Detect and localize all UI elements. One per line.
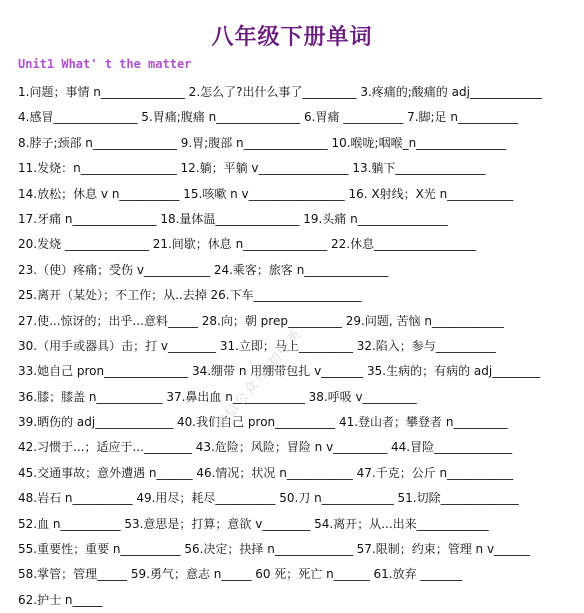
unit-heading: Unit1 What' t the matter xyxy=(18,57,192,71)
vocabulary-list xyxy=(18,80,578,613)
vocab-row: 14.放松；休息 v n__________ 15.咳嗽 n v________________ 16. X射线；X光 n___________ xyxy=(18,186,514,201)
vocab-row: 20.发烧 ______________ 21.间歇；休息 n______________ 22.休息_________________ xyxy=(18,237,477,252)
vocab-row: 36.膝；膝盖 n___________ 37.鼻出血 n____________ 38.呼吸 v_________ xyxy=(18,389,417,404)
vocab-row: 39.晒伤的 adj_____________ 40.我们自己 pron__________ 41.登山者；攀登者 n_________ xyxy=(18,415,508,430)
vocab-row: 45.交通事故；意外遭遇 n______ 46.情况；状况 n___________ 47.千克；公斤 n___________ xyxy=(18,465,514,480)
vocab-row: 30.（用手或器具）击；打 v________ 31.立即；马上_________ 32.陷入；参与__________ xyxy=(18,338,496,353)
vocab-row: 55.重要性；重要 n__________ 56.决定；抉择 n_____________ 57.限制；约束；管理 n v______ xyxy=(18,542,531,557)
vocab-row: 1.问题；事情 n______________ 2.怎么了?出什么事了_________ 3.疼痛的;酸痛的 adj____________ xyxy=(18,85,542,99)
page-title: 八年级下册单词 xyxy=(211,25,373,50)
vocab-row: 11.发烧：n________________ 12.躺；平躺 v_______________ 13.躺下_______________ xyxy=(18,161,486,176)
vocab-row: 33.她自己 pron______________ 34.绷带 n 用绷带包扎 v_______ 35.生病的；有病的 adj________ xyxy=(18,364,541,379)
watermark-text: 微信公众号 初中英 xyxy=(213,325,306,433)
vocab-row: 17.牙痛 n______________ 18.量体温______________ 19.头痛 n_______________ xyxy=(18,211,448,226)
vocab-row: 48.岩石 n__________ 49.用尽；耗尽__________ 50.刀 n____________ 51.切除_____________ xyxy=(18,491,519,506)
vocab-row: 23.（使）疼痛；受伤 v___________ 24.乘客；旅客 n______________ xyxy=(18,262,389,277)
vocab-row: 4.感冒______________ 5.胃痛;腹痛 n______________ 6.胃痛 __________ 7.脚;足 n__________ xyxy=(18,110,518,125)
vocab-row: 25.离开（某处）；不工作；从..去掉 26.下车__________________ xyxy=(18,288,362,303)
vocab-row: 42.习惯于...；适应于...________ 43.危险；风险；冒险 n v_________ 44.冒险_____________ xyxy=(18,440,513,455)
vocab-row: 58.掌管；管理_____ 59.勇气；意志 n_____ 60 死；死亡 n______ 61.放弃 _______ xyxy=(18,567,463,582)
vocab-row: 62.护士 n_____ xyxy=(18,592,103,607)
vocab-row: 8.脖子;颈部 n______________ 9.胃;腹部 n______________ 10.喉咙;咽喉_n_______________ xyxy=(18,135,507,150)
vocab-row: 52.血 n__________ 53.意思是；打算；意欲 v________ 54.离开；从...出来____________ xyxy=(18,516,489,531)
vocab-row: 27.使...惊讶的；出乎...意料_____ 28.向；朝 prep_________ 29.问题, 苦恼 n____________ xyxy=(18,313,504,328)
